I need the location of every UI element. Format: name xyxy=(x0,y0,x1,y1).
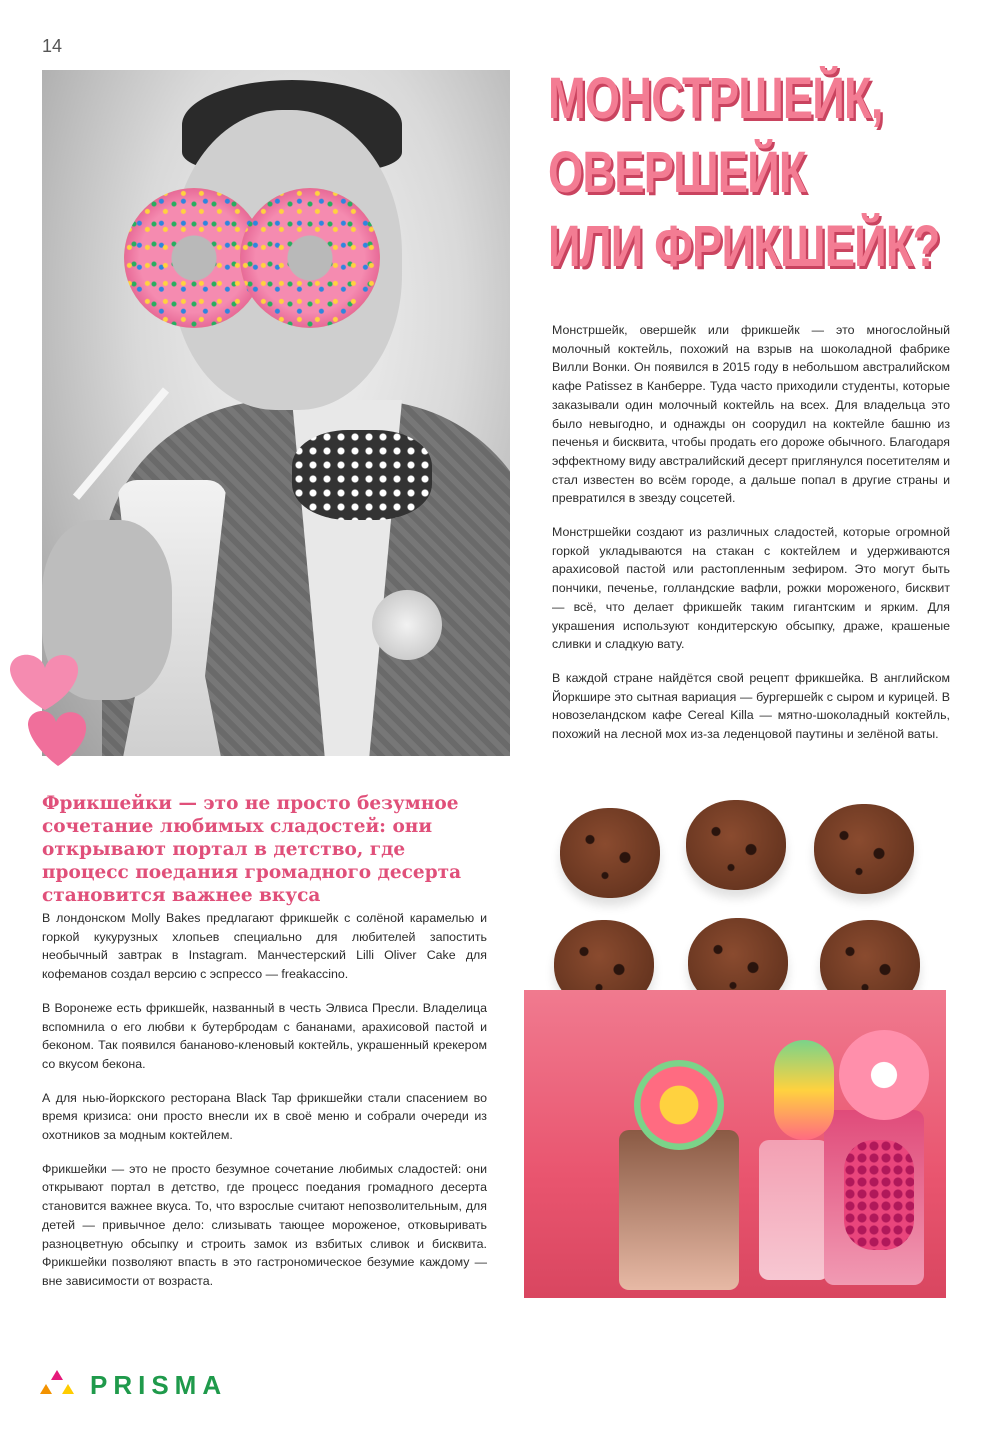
cookie xyxy=(688,918,788,990)
candy-decoration xyxy=(774,1040,834,1140)
logo-triangle-left xyxy=(40,1384,52,1394)
headline xyxy=(548,62,940,284)
right-column-text xyxy=(552,321,950,759)
prisma-triangles-icon xyxy=(40,1370,74,1400)
cookies-photo xyxy=(524,790,946,990)
gummy-hearts-decoration xyxy=(0,640,100,780)
page-number: 14 xyxy=(42,36,63,56)
cookie xyxy=(560,808,660,898)
candy-decoration xyxy=(844,1140,914,1250)
polka-dot-bowtie xyxy=(292,430,432,520)
cookie xyxy=(554,920,654,990)
left-paragraph-4: Фрикшейки — это не просто безумное сочетание любимых сладостей: они открывают портал в детство, где процесс поедания громадного десерта становится важнее вкуса. То, что взрослые считают непозволительным, для детей — привычное дело: слизывать тающее мороженое, отковыривать разноцветную обсыпку и строить замок из взбитых сливок и бисквита. Фрикшейки позволяют впасть в это гастрономическое безумие каждому — вне зависимости от возраста. xyxy=(42,1161,487,1288)
left-paragraph-3: А для нью-йоркского ресторана Black Tap фрикшейки стали спасением во время кризиса: они просто внесли их в своё меню и собрали очереди из охотников за модным коктейлем. xyxy=(42,1090,487,1143)
right-paragraph-2: Монстршейки создают из различных сладостей, которые огромной горкой укладываются на стакан с коктейлем и удерживаются арахисовой пастой или растопленным зефиром. Это могут быть пончики, печенье, голландские вафли, рожки мороженого, бисквит — всё, что делает фрикшейк таким гигантским и ярким. Для украшения используют кондитерскую обсыпку, драже, крашеные сливки и сладкую вату. xyxy=(552,525,950,652)
cookie xyxy=(814,804,914,894)
left-paragraph-1: В лондонском Molly Bakes предлагают фрикшейк с солёной карамелью и горкой кукурузных хлопьев специально для любителей запостить необычный завтрак в Instagram. Манчестерский Lilli Oliver Cake для кофеманов создал версию с эспрессо — freakaccino. xyxy=(42,911,487,982)
headline-line-3: ИЛИ ФРИКШЕЙК? xyxy=(548,214,940,279)
lapel-flower xyxy=(372,590,442,660)
logo-triangle-top xyxy=(51,1370,63,1380)
donut-right-eye xyxy=(240,188,380,328)
gummy-heart-top xyxy=(10,655,78,710)
shake-glass-middle xyxy=(759,1140,829,1280)
pull-quote: Фрикшейки — это не просто безумное сочетание любимых сладостей: они открывают портал в детство, где процесс поедания громадного десерта становится важнее вкуса xyxy=(42,793,462,906)
prisma-logo xyxy=(40,1370,227,1400)
headline-line-1: МОНСТРШЕЙК, xyxy=(548,66,883,131)
left-paragraph-2: В Воронеже есть фрикшейк, названный в честь Элвиса Пресли. Владелица вспомнила о его любви к бутербродам с бананами, арахисовой пастой и беконом. Так появился бананово-кленовый коктейль, украшенный крекером со вкусом бекона. xyxy=(42,1000,487,1071)
logo-text: PRISMA xyxy=(90,1369,228,1400)
cookie xyxy=(820,920,920,990)
freakshakes-photo xyxy=(524,990,946,1298)
candy-decoration xyxy=(634,1060,724,1150)
gummy-heart-bottom xyxy=(28,711,86,766)
logo-triangle-right xyxy=(62,1384,74,1394)
vintage-man-photo xyxy=(42,70,510,756)
shake-glass-left xyxy=(619,1130,739,1290)
candy-decoration xyxy=(839,1030,929,1120)
headline-line-2: ОВЕРШЕЙК xyxy=(548,140,806,205)
right-paragraph-1: Монстршейк, овершейк или фрикшейк — это многослойный молочный коктейль, похожий на взрыв на шоколадной фабрике Вилли Вонки. Он появился в 2015 году в небольшом австралийском кафе Patissez в Канберре. Туда часто приходили студенты, которые заказывали один молочный коктейль на всех. Для владельца это было невыгодно, и однажды он соорудил на коктейле башню из печенья и бисквита, чтобы продать его дороже обычного. Благодаря эффектному виду австралийский десерт приглянулся посетителям и стал известен во всём городе, а дальше попал в другие страны и превратился в звезду соцсетей. xyxy=(552,323,950,506)
cookie xyxy=(686,800,786,890)
right-paragraph-3: В каждой стране найдётся свой рецепт фрикшейка. В английском Йоркшире это сытная вариация — бургершейк с сыром и курицей. В новозеландском кафе Cereal Killa — мятно-шоколадный коктейль, похожий на лесной мох из-за леденцовой паутины и зелёной ваты. xyxy=(552,670,950,742)
left-column-text xyxy=(42,909,487,1306)
